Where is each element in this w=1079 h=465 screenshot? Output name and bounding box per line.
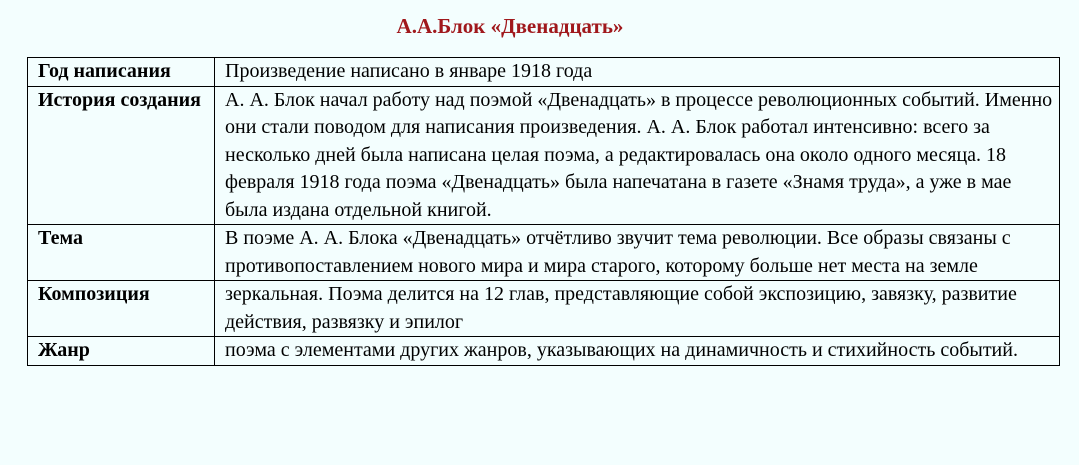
row-label-history: История создания	[28, 86, 215, 225]
table-row	[28, 281, 1060, 337]
row-label-theme: Тема	[28, 225, 215, 281]
row-text-history: А. А. Блок начал работу над поэмой «Двенадцать» в процессе революционных событий. Именно они стали поводом для написания произведения. А. А. Блок работал интенсивно: всего за несколько дней была написана целая поэма, а редактировалась она около одного месяца. 18 февраля 1918 года поэма «Двенадцать» была напечатана в газете «Знамя труда», а уже в мае была издана отдельной книгой.	[215, 86, 1060, 225]
row-text-genre: поэма с элементами других жанров, указывающих на динамичность и стихийность событий.	[215, 337, 1060, 366]
row-label-genre: Жанр	[28, 337, 215, 366]
row-text-composition: зеркальная. Поэма делится на 12 глав, представляющие собой экспозицию, завязку, развитие действия, развязку и эпилог	[215, 281, 1060, 337]
table-row	[28, 58, 1060, 87]
row-label-year: Год написания	[28, 58, 215, 87]
info-table	[27, 57, 1060, 366]
table-row	[28, 86, 1060, 225]
row-label-composition: Композиция	[28, 281, 215, 337]
document-title: А.А.Блок «Двенадцать»	[396, 14, 624, 38]
row-text-year: Произведение написано в январе 1918 года	[215, 58, 1060, 87]
table-row	[28, 225, 1060, 281]
table-row	[28, 337, 1060, 366]
row-text-theme: В поэме А. А. Блока «Двенадцать» отчётливо звучит тема революции. Все образы связаны с противопоставлением нового мира и мира старого, которому больше нет места на земле	[215, 225, 1060, 281]
